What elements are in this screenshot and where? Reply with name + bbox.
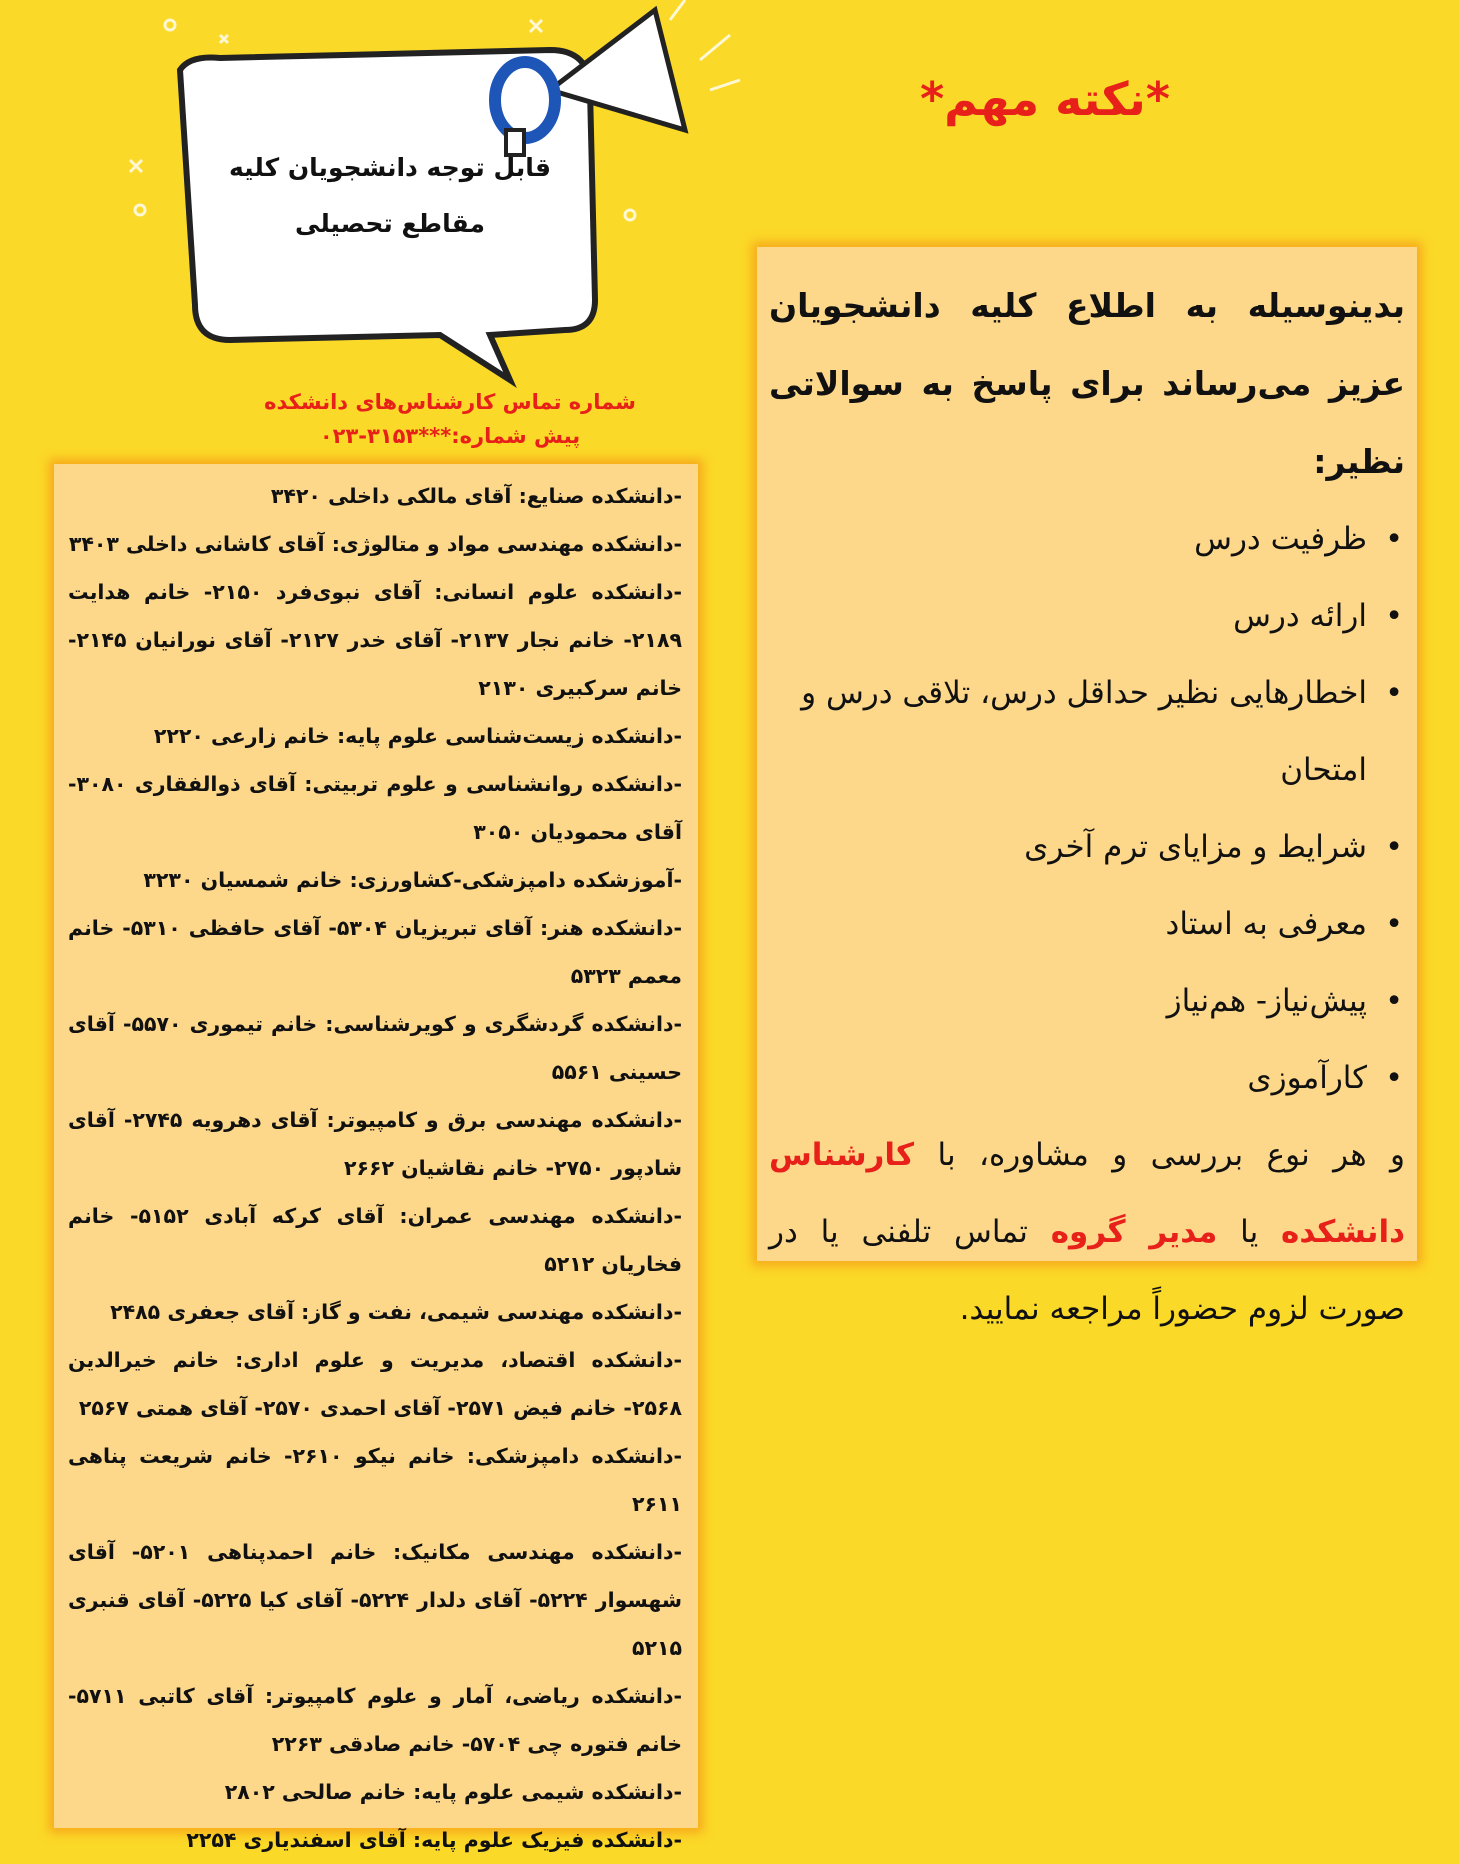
highlight-department-head: مدیر گروه [1050,1214,1218,1250]
topics-list [769,501,1405,1117]
faculty-contact-item: -دانشکده علوم انسانی: آقای نبوی‌فرد ۲۱۵۰- خانم هدایت ۲۱۸۹- خانم نجار ۲۱۳۷- آقای خدر ۲۱۲۷- آقای نورانیان ۲۱۴۵- خانم سرکبیری ۲۱۳۰ [68,580,682,700]
highlight-faculty-expert: کارشناس دانشکده [769,1137,1405,1250]
faculty-contact-item: -دانشکده فیزیک علوم پایه: آقای اسفندیاری ۲۲۵۴ [186,1828,682,1852]
outro-text: یا [1217,1214,1282,1250]
faculty-contact-item: -دانشکده مهندسی برق و کامپیوتر: آقای دهرویه ۲۷۴۵- آقای شادپور ۲۷۵۰- خانم نقاشیان ۲۶۶۲ [68,1108,682,1180]
topic-item: • ارائه درس [769,578,1367,655]
faculty-contact-item: -دانشکده مهندسی مکانیک: خانم احمدپناهی ۵۲۰۱- آقای شهسوار ۵۲۲۴- آقای دلدار ۵۲۲۴- آقای کیا ۵۲۲۵- آقای قنبری ۵۲۱۵ [68,1540,683,1660]
faculty-contacts-panel [54,464,698,1852]
topic-item: • کارآموزی [769,1040,1367,1117]
notice-outro [769,1117,1405,1348]
faculty-contact-item: -دانشکده اقتصاد، مدیریت و علوم اداری: خانم خیرالدین ۲۵۶۸- خانم فیض ۲۵۷۱- آقای احمدی ۲۵۷۰- آقای همتی ۲۵۶۷ [68,1348,682,1420]
outro-text: و هر نوع بررسی و مشاوره، با [914,1137,1405,1173]
faculty-contact-item: -آموزشکده دامپزشکی-کشاورزی: خانم شمسیان ۳۲۳۰ [143,868,682,892]
topic-item: • ظرفیت درس [769,501,1367,578]
faculty-contact-item: -دانشکده مهندسی شیمی، نفت و گاز: آقای جعفری ۲۴۸۵ [110,1300,682,1324]
notice-panel [757,247,1417,1327]
topic-item: • شرایط و مزایای ترم آخری [769,809,1367,886]
faculty-contact-item: -دانشکده ریاضی، آمار و علوم کامپیوتر: آقای کاتبی ۵۷۱۱- خانم فتوره چی ۵۷۰۴- خانم صادقی ۲۲۶۳ [68,1684,682,1756]
faculty-contact-item: -دانشکده شیمی علوم پایه: خانم صالحی ۲۸۰۲ [224,1780,682,1804]
notice-intro: بدینوسیله به اطلاع کلیه دانشجویان عزیز می‌رساند برای پاسخ به سوالاتی نظیر: [769,286,1405,481]
faculty-contact-item: -دانشکده زیست‌شناسی علوم پایه: خانم زارعی ۲۲۲۰ [153,724,682,748]
faculty-contact-item: -دانشکده مهندسی مواد و متالوژی: آقای کاشانی داخلی ۳۴۰۳ [68,532,682,556]
contact-title: شماره تماس کارشناس‌های دانشکده [264,390,636,414]
bubble-line-1: قابل توجه دانشجویان کلیه [229,153,551,182]
contact-header [180,385,720,453]
bubble-line-2: مقاطع تحصیلی [295,209,485,238]
topic-item: • پیش‌نیاز- هم‌نیاز [769,963,1367,1040]
page-title: *نکته مهم* [920,72,1170,126]
faculty-contact-item: -دانشکده گردشگری و کویرشناسی: خانم تیموری ۵۵۷۰- آقای حسینی ۵۵۶۱ [68,1012,682,1084]
faculty-contact-item: -دانشکده دامپزشکی: خانم نیکو ۲۶۱۰- خانم شریعت پناهی ۲۶۱۱ [68,1444,682,1516]
topic-item: • معرفی به استاد [769,886,1367,963]
topic-item: • اخطارهایی نظیر حداقل درس، تلاقی درس و امتحان [769,655,1367,809]
bubble-heading [225,140,555,252]
contact-prefix: پیش شماره:***۳۱۵۳-۰۲۳ [319,424,581,448]
faculty-contact-item: -دانشکده صنایع: آقای مالکی داخلی ۳۴۲۰ [270,484,682,508]
faculty-contact-item: -دانشکده روانشناسی و علوم تربیتی: آقای ذوالفقاری ۳۰۸۰- آقای محمودیان ۳۰۵۰ [68,772,682,844]
faculty-contact-item: -دانشکده هنر: آقای تبریزیان ۵۳۰۴- آقای حافظی ۵۳۱۰- خانم معمم ۵۳۲۳ [68,916,683,988]
faculty-contact-item: -دانشکده مهندسی عمران: آقای کرکه آبادی ۵۱۵۲- خانم فخاریان ۵۲۱۲ [68,1204,682,1276]
outro-text: تماس تلفنی یا در صورت لزوم حضوراً مراجعه نمایید. [769,1214,1405,1327]
